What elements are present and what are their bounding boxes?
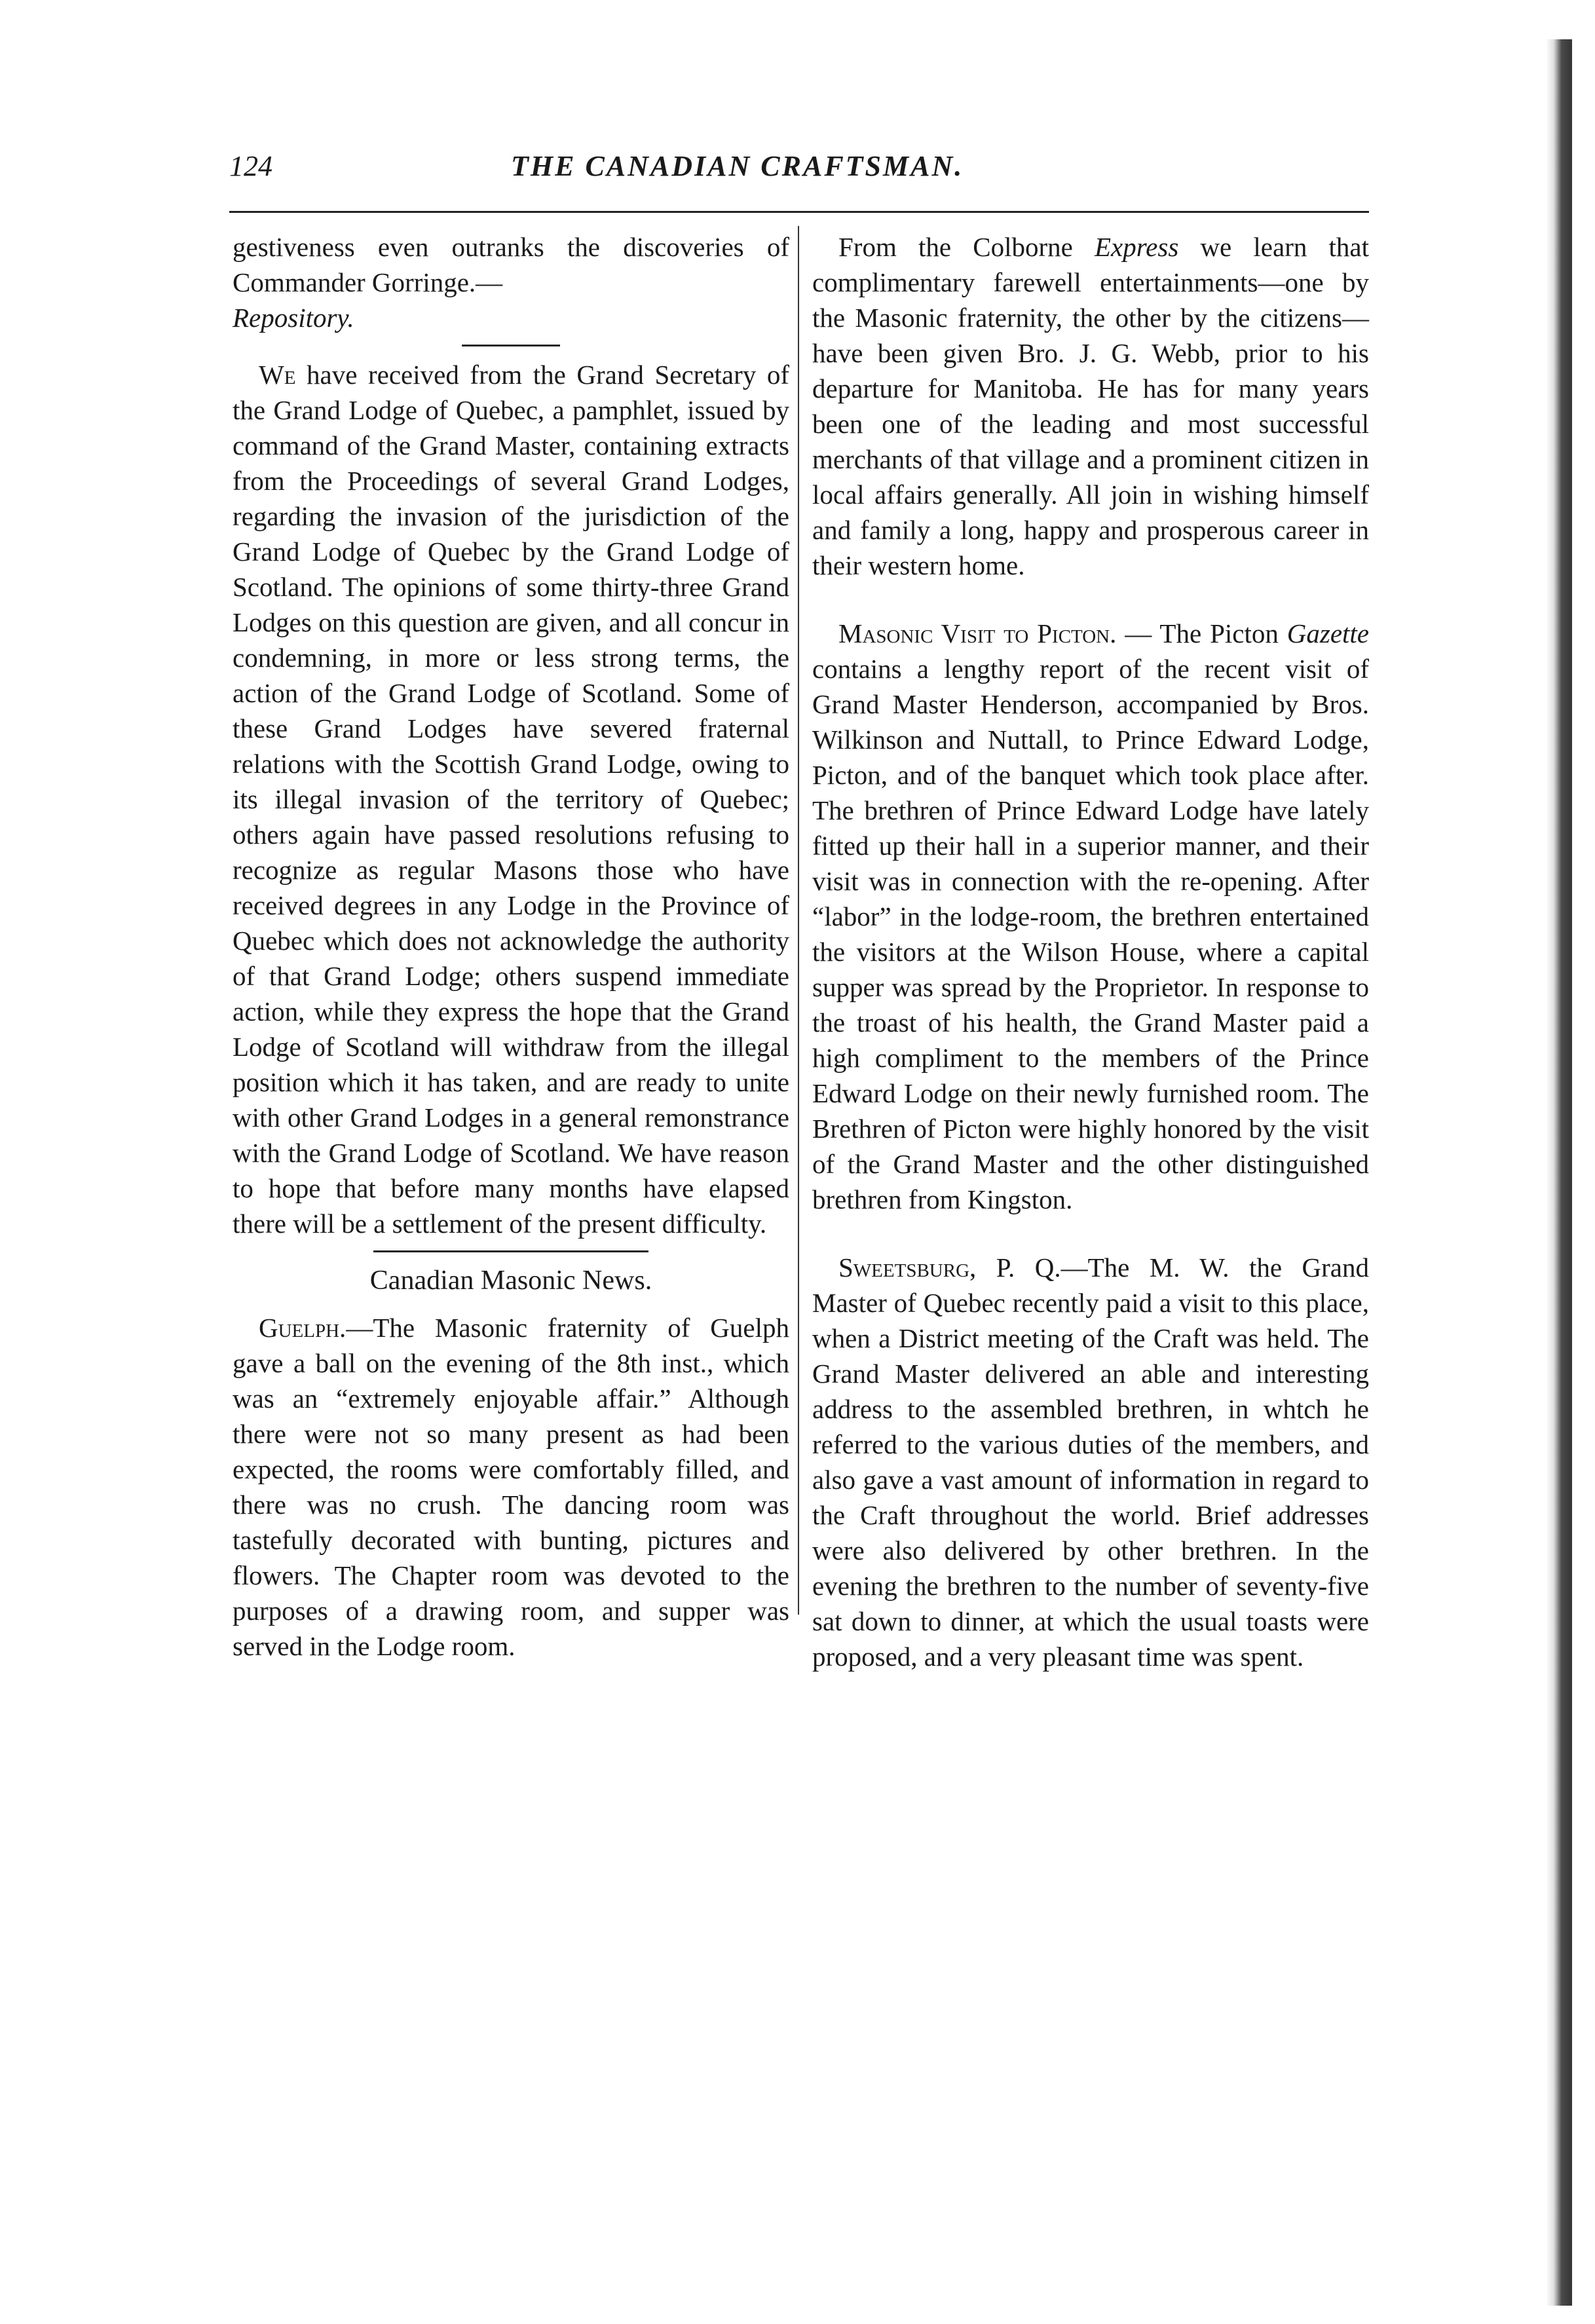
colborne-pre: From the Colborne — [838, 232, 1073, 262]
section-heading: Canadian Masonic News. — [369, 1265, 652, 1296]
header-rule — [229, 211, 1369, 213]
picton-paper: Gazette — [1286, 618, 1370, 648]
column-divider — [798, 226, 799, 1615]
spacer — [812, 583, 1369, 616]
grand-lodge-paragraph — [233, 357, 789, 1241]
continued-text: gestiveness even outranks the discoveries of Commander Gorringe.— — [233, 232, 789, 297]
continued-paragraph — [233, 229, 789, 335]
right-column — [812, 229, 1369, 1674]
guelph-paragraph — [233, 1310, 789, 1664]
spacer — [812, 1217, 1369, 1250]
scanned-page-edge — [1546, 39, 1572, 2306]
guelph-lead: Guelph. — [259, 1313, 347, 1343]
separator-rule — [373, 1250, 648, 1252]
running-title: THE CANADIAN CRAFTSMAN. — [511, 150, 964, 182]
grand-lodge-text: have received from the Grand Secretary of the Grand Lodge of Quebec, a pamphlet, issued by command of the Grand Master, containing extracts from the Proceedings of several Grand Lodges, regarding the invasion of the jurisdiction of the Grand Lodge of Quebec by the Grand Lodge of Scotland. The opinions of some thirty-three Grand Lodges on this question are given, and all concur in condemning, in more or less strong terms, the action of the Grand Lodge of Scotland. Some of these Grand Lodges have severed fraternal relations with the Scottish Grand Lodge, owing to its illegal invasion of the territory of Quebec; others again have passed resolutions refusing to recognize as regular Masons those who have received degrees in any Lodge in the Province of Quebec which does not acknowledge the authority of that Grand Lodge; others suspend immediate action, while they express the hope that the Grand Lodge of Scotland will withdraw from the illegal position which it has taken, and are ready to unite with other Grand Lodges in a general remonstrance with the Grand Lodge of Scotland. We have reason to hope that before many months have elapsed there will be a settlement of the present difficulty. — [233, 360, 789, 1239]
sweetsburg-lead: Sweetsburg — [838, 1252, 970, 1283]
page-number: 124 — [229, 150, 272, 182]
sweetsburg-paragraph — [812, 1250, 1369, 1674]
left-column — [233, 229, 789, 1664]
picton-lead: Masonic Visit to Picton. — [838, 618, 1117, 648]
guelph-text: —The Masonic fraternity of Guelph gave a ball on the evening of the 8th inst., which was an “extremely enjoyable affair.” Although there were not so many present as had been expected, the rooms were comfortably filled, and there was no crush. The dancing room was tastefully decorated with bunting, pictures and flowers. The Chapter room was devoted to the purposes of a drawing room, and supper was served in the Lodge room. — [233, 1313, 789, 1661]
grand-lodge-lead: We — [259, 360, 296, 390]
colborne-paragraph — [812, 229, 1369, 583]
colborne-paper: Express — [1095, 232, 1179, 262]
page-header — [229, 149, 1369, 195]
picton-pre: — The Picton — [1116, 618, 1279, 648]
picton-text: contains a lengthy report of the recent visit of Grand Master Henderson, accompanied by Bros. Wilkinson and Nuttall, to Prince Edward Lodge, Picton, and of the banquet which took place after. The brethren of Prince Edward Lodge have lately fitted up their hall in a superior manner, and their visit was in connection with the re-opening. After “labor” in the lodge-room, the brethren entertained the visitors at the Wilson House, where a capital supper was spread by the Proprietor. In response to the troast of his health, the Grand Master paid a high compliment to the members of the Prince Edward Lodge on their newly furnished room. The Brethren of Picton were highly honored by the visit of the Grand Master and the other distinguished brethren from Kingston. — [812, 654, 1369, 1214]
colborne-text: we learn that complimentary farewell entertainments—one by the Masonic fraternity, the other by the citizens—have been given Bro. J. G. Webb, prior to his departure for Manitoba. He has for many years been one of the leading and most successful merchants of that village and a prominent citizen in local affairs generally. All join in wishing himself and family a long, happy and prosperous career in their western home. — [812, 232, 1369, 580]
continued-source: Repository. — [233, 303, 354, 333]
picton-paragraph — [812, 616, 1369, 1217]
sweetsburg-text: , P. Q.—The M. W. the Grand Master of Quebec recently paid a visit to this place, when a District meeting of the Craft was held. The Grand Master delivered an able and interesting address to the assembled brethren, in whtch he referred to the various duties of the members, and also gave a vast amount of information in regard to the Craft throughout the world. Brief addresses were also delivered by other brethren. In the evening the brethren to the number of seventy-five sat down to dinner, at which the usual toasts were proposed, and a very pleasant time was spent. — [812, 1252, 1369, 1672]
separator-rule — [462, 345, 560, 347]
